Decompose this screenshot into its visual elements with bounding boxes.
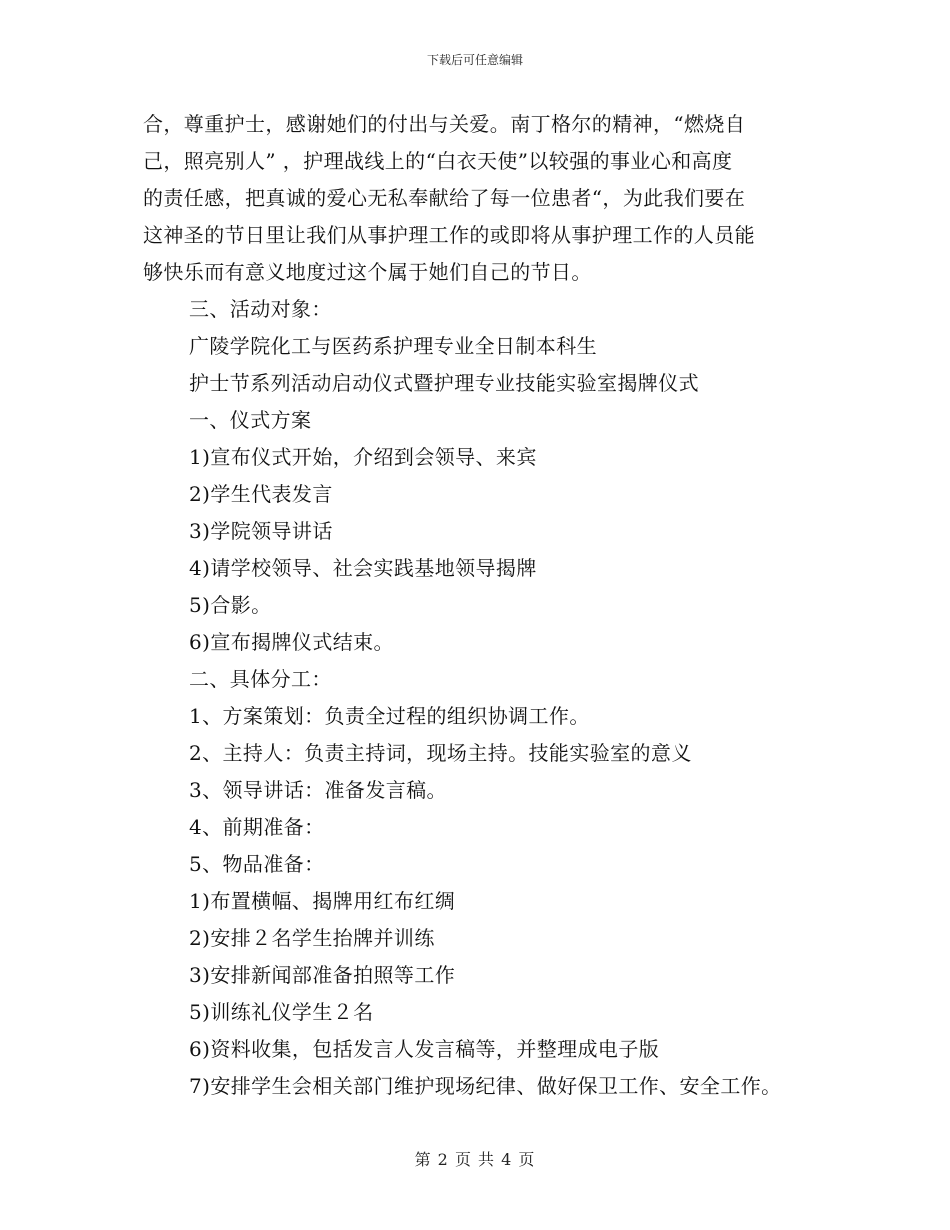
paragraph-line: 的责任感，把真诚的爱心无私奉献给了每一位患者“，为此我们要在 bbox=[143, 186, 746, 210]
section-heading-activity-target: 三、活动对象： bbox=[189, 297, 332, 321]
list-item: 6)资料收集，包括发言人发言稿等，并整理成电子版 bbox=[189, 1037, 660, 1061]
paragraph-line: 这神圣的节日里让我们从事护理工作的或即将从事护理工作的人员能 bbox=[143, 223, 755, 247]
list-item: 4)请学校领导、社会实践基地领导揭牌 bbox=[189, 556, 537, 580]
list-item: 4、前期准备： bbox=[189, 815, 325, 839]
list-item: 3、领导讲话：准备发言稿。 bbox=[189, 778, 447, 802]
list-item: 2)学生代表发言 bbox=[189, 482, 333, 506]
section-heading-division-of-work: 二、具体分工： bbox=[189, 667, 332, 691]
list-item: 3)安排新闻部准备拍照等工作 bbox=[189, 963, 456, 987]
list-item: 1)布置横幅、揭牌用红布红绸 bbox=[189, 889, 456, 913]
list-item: 1、方案策划：负责全过程的组织协调工作。 bbox=[189, 704, 590, 728]
page-header: 下载后可任意编辑 bbox=[426, 53, 523, 67]
list-item: 3)学院领导讲话 bbox=[189, 519, 333, 543]
document-body bbox=[143, 106, 813, 1105]
list-item: 2、主持人：负责主持词，现场主持。技能实验室的意义 bbox=[189, 741, 692, 765]
section-heading-ceremony-plan: 一、仪式方案 bbox=[189, 408, 312, 432]
list-item: 5)合影。 bbox=[189, 593, 272, 617]
list-item: 5)训练礼仪学生２名 bbox=[189, 1000, 374, 1024]
list-item: 7)安排学生会相关部门维护现场纪律、做好保卫工作、安全工作。 bbox=[189, 1074, 782, 1098]
paragraph-line: 己，照亮别人” ，护理战线上的“白衣天使”以较强的事业心和高度 bbox=[143, 149, 733, 173]
list-item: 6)宣布揭牌仪式结束。 bbox=[189, 630, 394, 654]
activity-target-text: 广陵学院化工与医药系护理专业全日制本科生 bbox=[189, 334, 597, 358]
page-number-footer: 第 2 页 共 4 页 bbox=[414, 1150, 536, 1169]
list-item: 5、物品准备： bbox=[189, 852, 325, 876]
list-item: 1)宣布仪式开始，介绍到会领导、来宾 bbox=[189, 445, 537, 469]
paragraph-line: 合，尊重护士，感谢她们的付出与关爱。南丁格尔的精神，“燃烧自 bbox=[143, 112, 746, 136]
paragraph-line: 够快乐而有意义地度过这个属于她们自己的节日。 bbox=[143, 260, 592, 284]
list-item: 2)安排２名学生抬牌并训练 bbox=[189, 926, 435, 950]
ceremony-title: 护士节系列活动启动仪式暨护理专业技能实验室揭牌仪式 bbox=[189, 371, 699, 395]
